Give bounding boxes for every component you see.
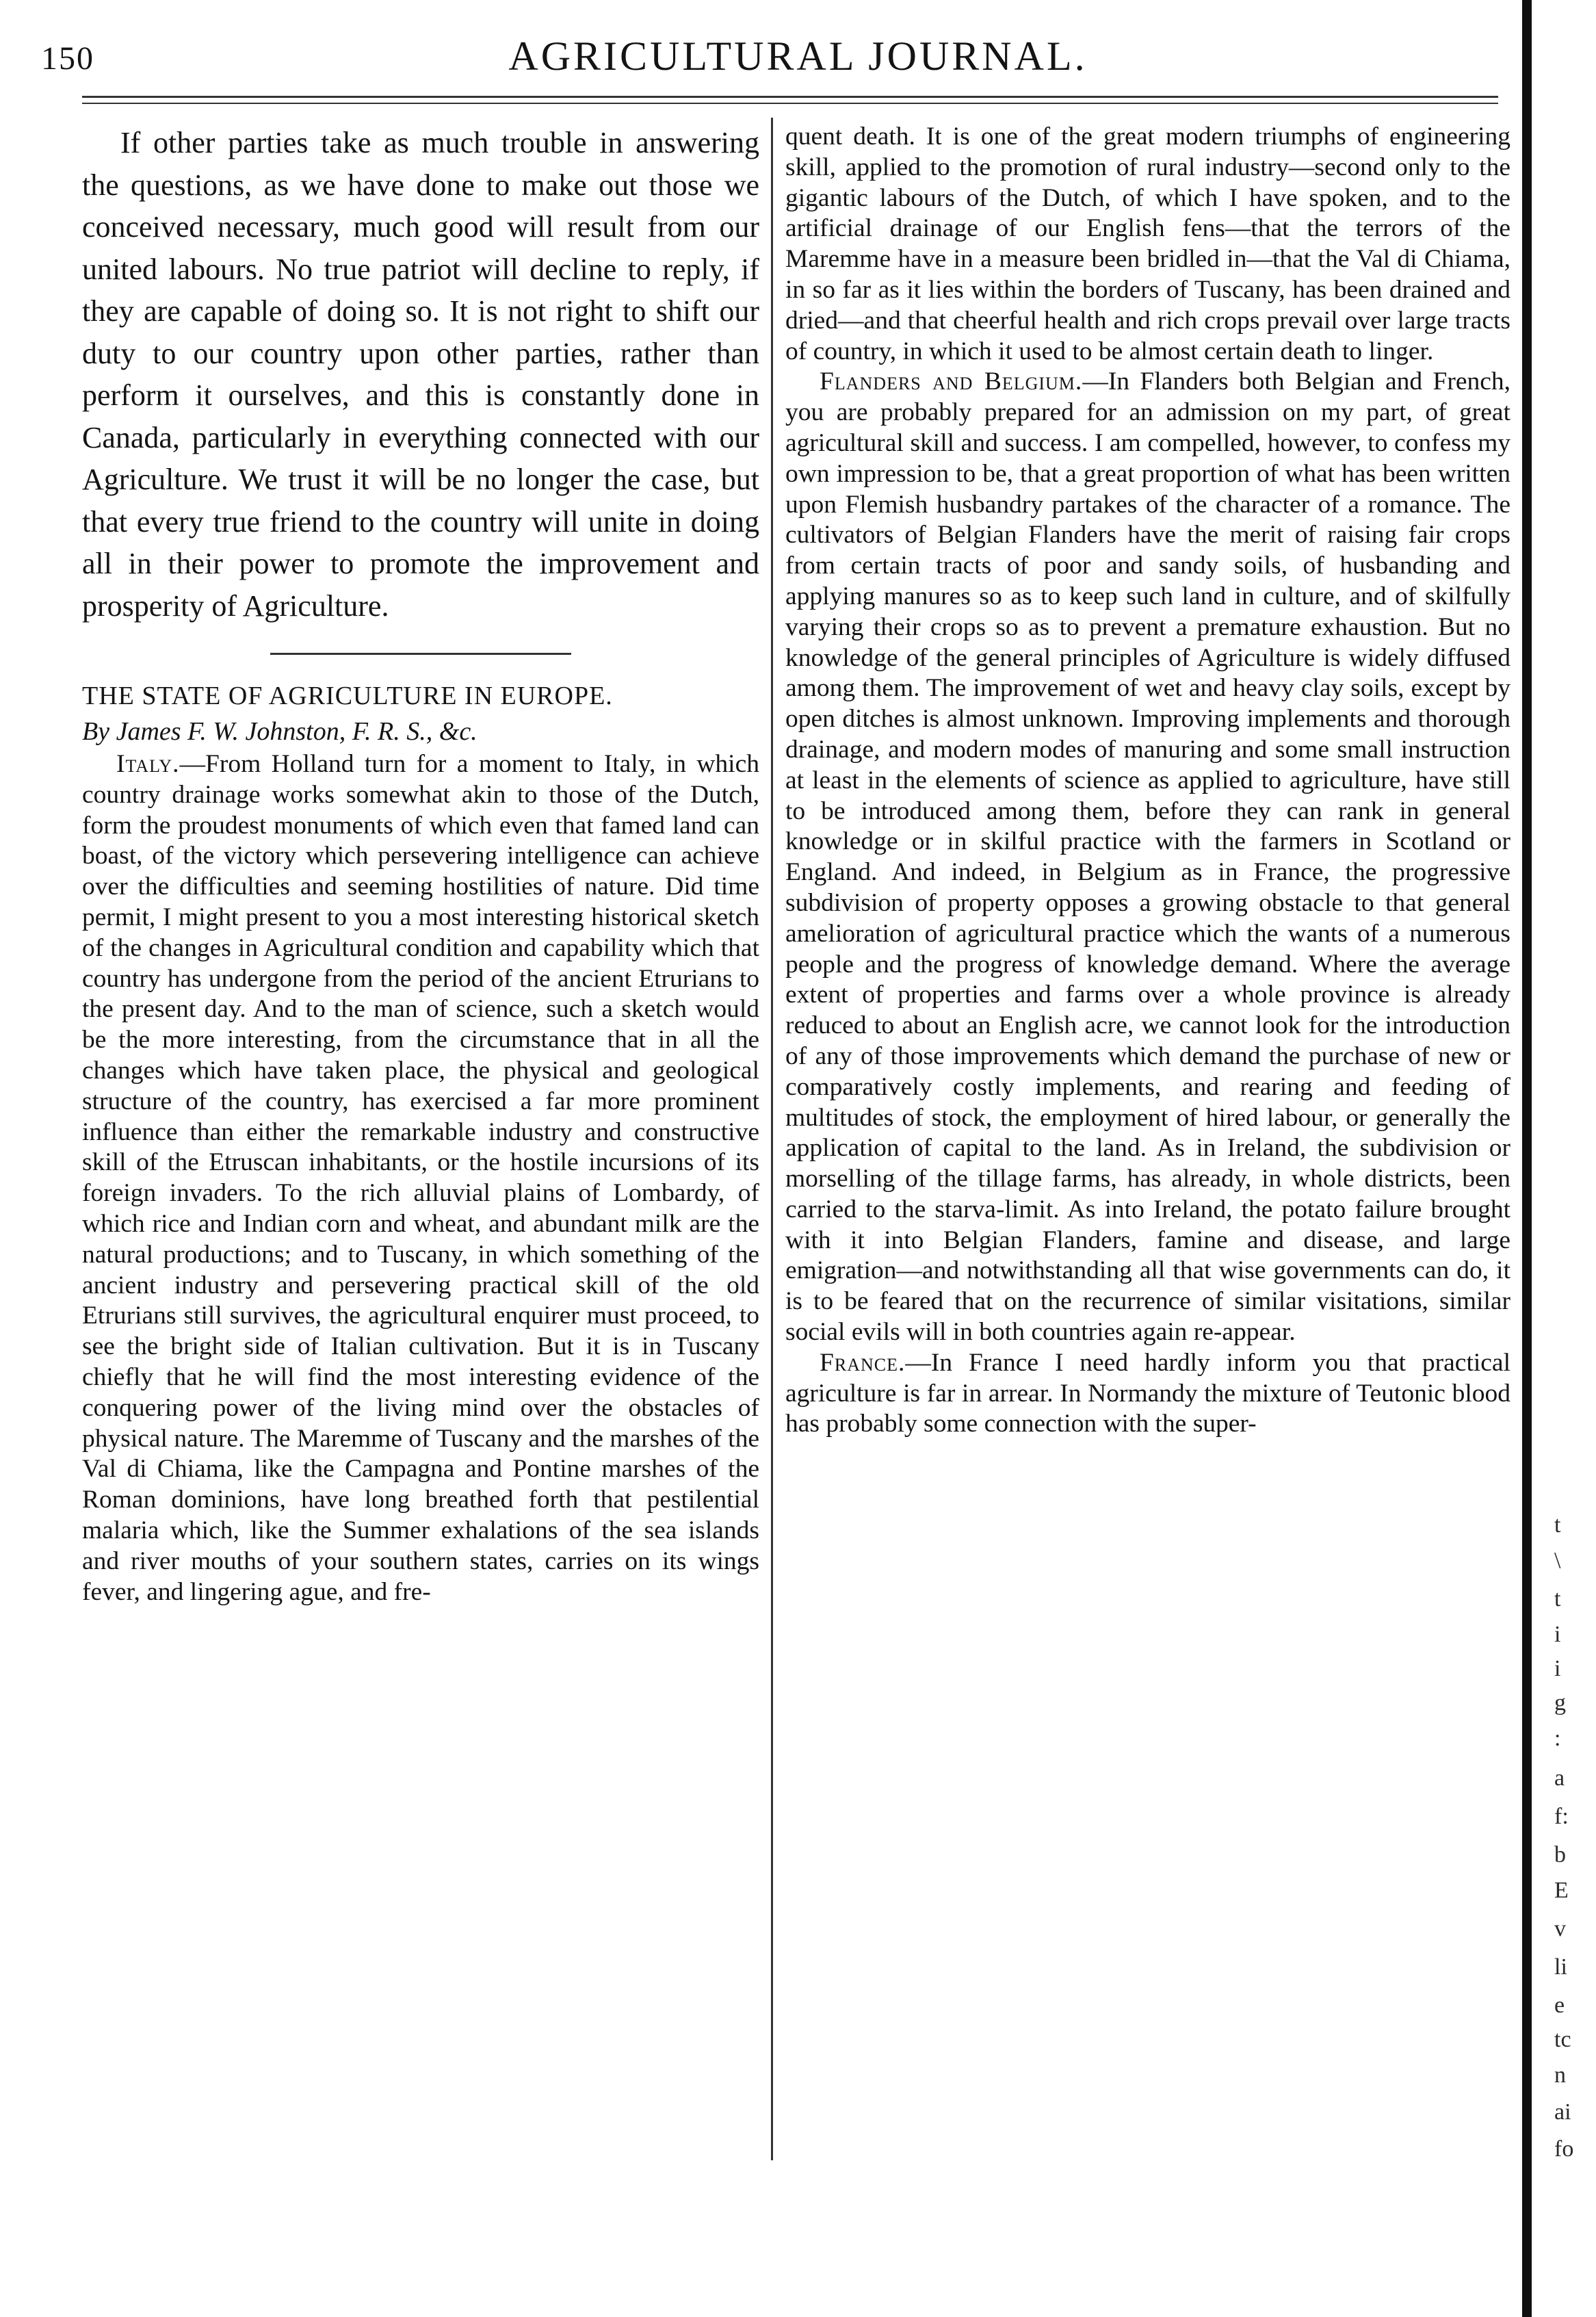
column-divider — [771, 118, 773, 2160]
intro-paragraph: If other parties take as much trouble in answering the questions, as we have done to make out those we conceived necessary, much good will result from our united labours. No true patriot will decline to reply, if they are capable of doing so. It is not right to shift our duty to our country upon other parties, rather than perform it ourselves, and this is constantly done in Canada, particularly in everything connected with our Agriculture. We trust it will be no longer the case, but that every true friend to the country will unite in doing all in their power to promote the improvement and prosperity of Agriculture. — [82, 126, 759, 623]
margin-fragment: e — [1554, 1993, 1565, 2018]
flanders-text: —In Flanders both Belgian and French, you are probably prepared for an admission on my part, of great agricultural skill and success. I am compelled, however, to confess my own impression to be, that a great proportion of what has been written upon Flemish husbandry partakes of the character of a romance. The cultivators of Belgian Flanders have the merit of raising fair crops from certain tracts of poor and sandy soils, of husbanding and applying manures so as to keep such land in culture, and of skilfully varying their crops so as to prevent a premature exhaustion. But no knowledge of the general principles of Agriculture is widely diffused among them. The improvement of wet and heavy clay soils, except by open ditches is almost unknown. Improving implements and thorough drainage, and modern modes of manuring and some small instruction at least in the elements of science as applied to agriculture, have still to be introduced among them, before they can rank in general knowledge or in skilful practice with the farmers in Scotland or England. And indeed, in Belgium as in France, the progressive subdivision of property opposes a growing obstacle to that general amelioration of agricultural practice which the wants of a numerous people and the progress of knowledge demand. Where the average extent of properties and farms over a whole province is already reduced to about an English acre, we cannot look for the introduction of any of those improvements which demand the purchase of new or comparatively costly implements, and rearing and feeding of multitudes of stock, the employment of hired labour, or generally the application of capital to the land. As in Ireland, the subdivision or morselling of the tillage farms, has already, in whole districts, been carried to the starva-limit. As into Ireland, the potato failure brought with it into Belgian Flanders, famine and disease, and large emigration—and notwithstanding all that wise governments can do, it is to be feared that on the recurrence of similar visitations, similar social evils will in both countries again re-appear. — [785, 367, 1511, 1347]
margin-fragment: i — [1554, 1656, 1561, 1681]
header-rule-bottom — [82, 103, 1498, 104]
margin-fragment: t — [1554, 1586, 1561, 1611]
margin-fragment: ai — [1554, 2099, 1571, 2125]
margin-fragment: \ — [1554, 1548, 1561, 1573]
margin-fragment: E — [1554, 1878, 1569, 1903]
flanders-heading: Flanders and Belgium. — [820, 367, 1083, 396]
italy-paragraph — [82, 749, 759, 1607]
running-title: AGRICULTURAL JOURNAL. — [508, 34, 1088, 79]
margin-fragment: g — [1554, 1690, 1566, 1716]
binding-edge — [1522, 0, 1532, 2317]
france-text: —In France I need hardly inform you that practical agriculture is far in arrear. In Normandy the mixture of Teutonic blood has probably some connection with the super- — [785, 1348, 1510, 1438]
margin-fragment: v — [1554, 1916, 1566, 1941]
france-paragraph — [785, 1348, 1510, 1440]
margin-fragment: a — [1554, 1765, 1565, 1791]
margin-fragment: f: — [1554, 1804, 1569, 1829]
margin-fragment: i — [1554, 1622, 1561, 1647]
margin-fragment: n — [1554, 2062, 1566, 2088]
article-byline: By James F. W. Johnston, F. R. S., &c. — [82, 717, 478, 746]
margin-fragment: : — [1554, 1726, 1561, 1751]
continuation-paragraph: quent death. It is one of the great modern triumphs of engineering skill, applied to the promotion of rural industry—second only to the gigantic labours of the Dutch, of which I have spoken, and to the artificial drainage of our English fens—that the terrors of the Maremme have in a measure been bridled in—that the Val di Chiama, in so far as it lies within the borders of Tuscany, has been drained and dried—and that cheerful health and rich crops prevail over large tracts of country, in which it used to be almost certain death to linger. — [785, 122, 1510, 365]
article-title: THE STATE OF AGRICULTURE IN EUROPE. — [82, 682, 613, 710]
margin-fragment: li — [1554, 1954, 1567, 1980]
france-heading: France. — [820, 1348, 906, 1377]
left-column — [82, 122, 759, 1607]
margin-fragment: b — [1554, 1842, 1566, 1867]
margin-fragment: fo — [1554, 2136, 1574, 2162]
margin-fragment: tc — [1554, 2027, 1571, 2052]
italy-text: —From Holland turn for a moment to Italy, in which country drainage works somewhat akin to those of the Dutch, form the proudest monuments of which even that famed land can boast, of the victory which persevering intelligence can achieve over the difficulties and seeming hostilities of nature. Did time permit, I might present to you a most interesting historical sketch of the changes in Agricultural condition and capability which that country has undergone from the period of the ancient Etrurians to the present day. And to the man of science, such a sketch would be the more interesting, from the circumstance that in all the changes which have taken place, the physical and geological structure of the country, has exercised a far more prominent influence than either the remarkable industry and constructive skill of the Etruscan inhabitants, or the hostile incursions of its foreign invaders. To the rich alluvial plains of Lombardy, of which rice and Indian corn and wheat, and abundant milk are the natural productions; and to Tuscany, in which something of the ancient industry and persevering practical skill of the old Etrurians still survives, the agricultural enquirer must proceed, to see the bright side of Italian cultivation. But it is in Tuscany chiefly that he will find the most interesting evidence of the conquering power of the living mind over the obstacles of physical nature. The Maremme of Tuscany and the marshes of the Val di Chiama, like the Campagna and Pontine marshes of the Roman dominions, have long breathed forth that pestilential malaria which, like the Summer exhalations of the sea islands and river mouths of your southern states, carries on its wings fever, and lingering ague, and fre- — [82, 750, 759, 1606]
right-column — [785, 122, 1510, 1440]
flanders-paragraph — [785, 367, 1510, 1348]
page-number: 150 — [41, 40, 94, 77]
section-divider — [270, 653, 571, 655]
italy-heading: Italy. — [116, 750, 180, 778]
margin-fragment: t — [1554, 1512, 1561, 1538]
header-rule-top — [82, 96, 1498, 98]
